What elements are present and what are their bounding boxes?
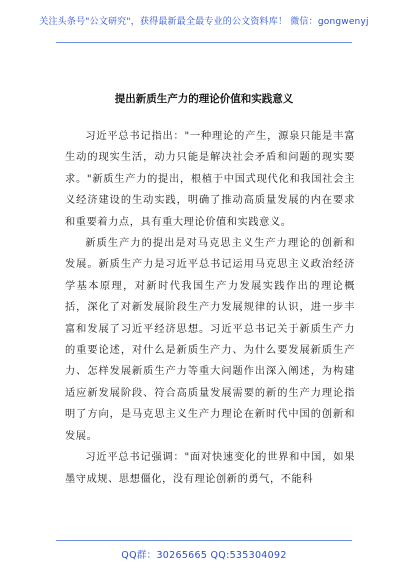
paragraph-3: 习近平总书记强调："面对快速变化的世界和中国，如果墨守成规、思想僵化，没有理论创新的勇气，不能科 bbox=[65, 452, 355, 485]
paragraph-1: 习近平总书记指出："一种理论的产生，源泉只能是丰富生动的现实生活，动力只能是解决社会矛盾和问题的现实要求。"新质生产力的提出，根植于中国式现代化和我国社会主义经济建设的生动实践，明确了推动高质量发展的内在要求和重要着力点，具有重大理论价值和实践意义。 bbox=[65, 131, 355, 228]
paragraph-2: 新质生产力的提出是对马克思主义生产力理论的创新和发展。新质生产力是习近平总书记运用马克思主义政治经济学基本原理，对新时代我国生产力发展实践作出的理论概括，深化了对新发展阶段生产力发展规律的认识，进一步丰富和发展了习近平经济思想。习近平总书记关于新质生产力的重要论述，对什么是新质生产力、为什么要发展新质生产力、怎样发展新质生产力等重大问题作出深入阐述，为构建适应新发展阶段、符合高质量发展需要的新的生产力理论指明了方向，是马克思主义生产力理论在新时代中国的创新和发展。 bbox=[65, 238, 355, 442]
footer-note: QQ群：30265665 QQ:535304092 bbox=[121, 550, 287, 561]
header-divider bbox=[56, 42, 352, 43]
header-note: 关注头条号"公文研究"，获得最新最全最专业的公文资料库！ 微信：gongwenyj bbox=[39, 17, 369, 27]
document-body bbox=[65, 126, 355, 490]
document-title: 提出新质生产力的理论价值和实践意义 bbox=[114, 93, 294, 105]
footer-divider bbox=[56, 540, 352, 541]
